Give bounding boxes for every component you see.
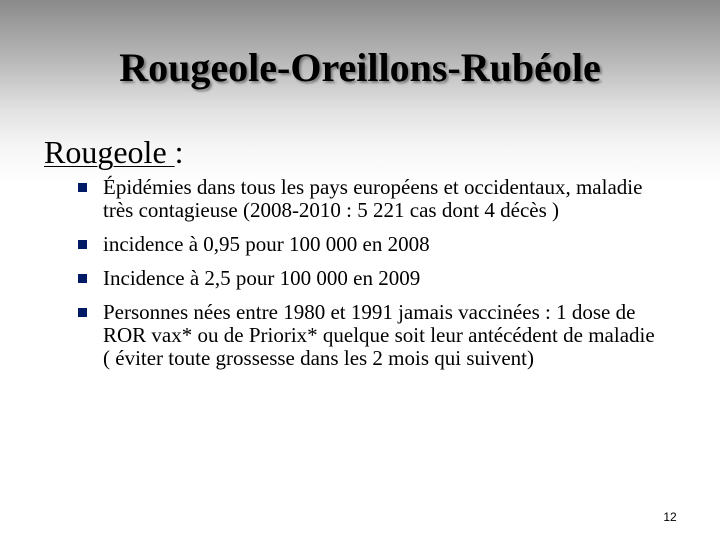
- bullet-text: incidence à 0,95 pour 100 000 en 2008: [103, 232, 430, 256]
- bullet-text: Incidence à 2,5 pour 100 000 en 2009: [103, 266, 421, 290]
- bullet-item: [78, 233, 658, 256]
- bullet-text: Épidémies dans tous les pays européens et occidentaux, maladie très contagieuse (2008-2010 : 5 221 cas dont 4 décès ): [103, 175, 643, 222]
- square-bullet-icon: [78, 274, 87, 283]
- section-heading: [44, 132, 184, 172]
- square-bullet-icon: [78, 240, 87, 249]
- square-bullet-icon: [78, 183, 87, 192]
- square-bullet-icon: [78, 308, 87, 317]
- slide-title: Rougeole-Oreillons-Rubéole: [119, 45, 601, 90]
- bullet-item: [78, 301, 658, 370]
- bullet-text: Personnes nées entre 1980 et 1991 jamais vaccinées : 1 dose de ROR vax* ou de Priorix* quelque soit leur antécédent de maladie ( éviter toute grossesse dans les 2 mois qui suivent): [103, 300, 655, 370]
- section-heading-colon: :: [174, 134, 184, 170]
- page-number: 12: [663, 510, 677, 524]
- bullet-item: [78, 267, 658, 290]
- bullet-list: [78, 176, 658, 381]
- bullet-item: [78, 176, 658, 222]
- section-heading-text: Rougeole: [44, 134, 175, 170]
